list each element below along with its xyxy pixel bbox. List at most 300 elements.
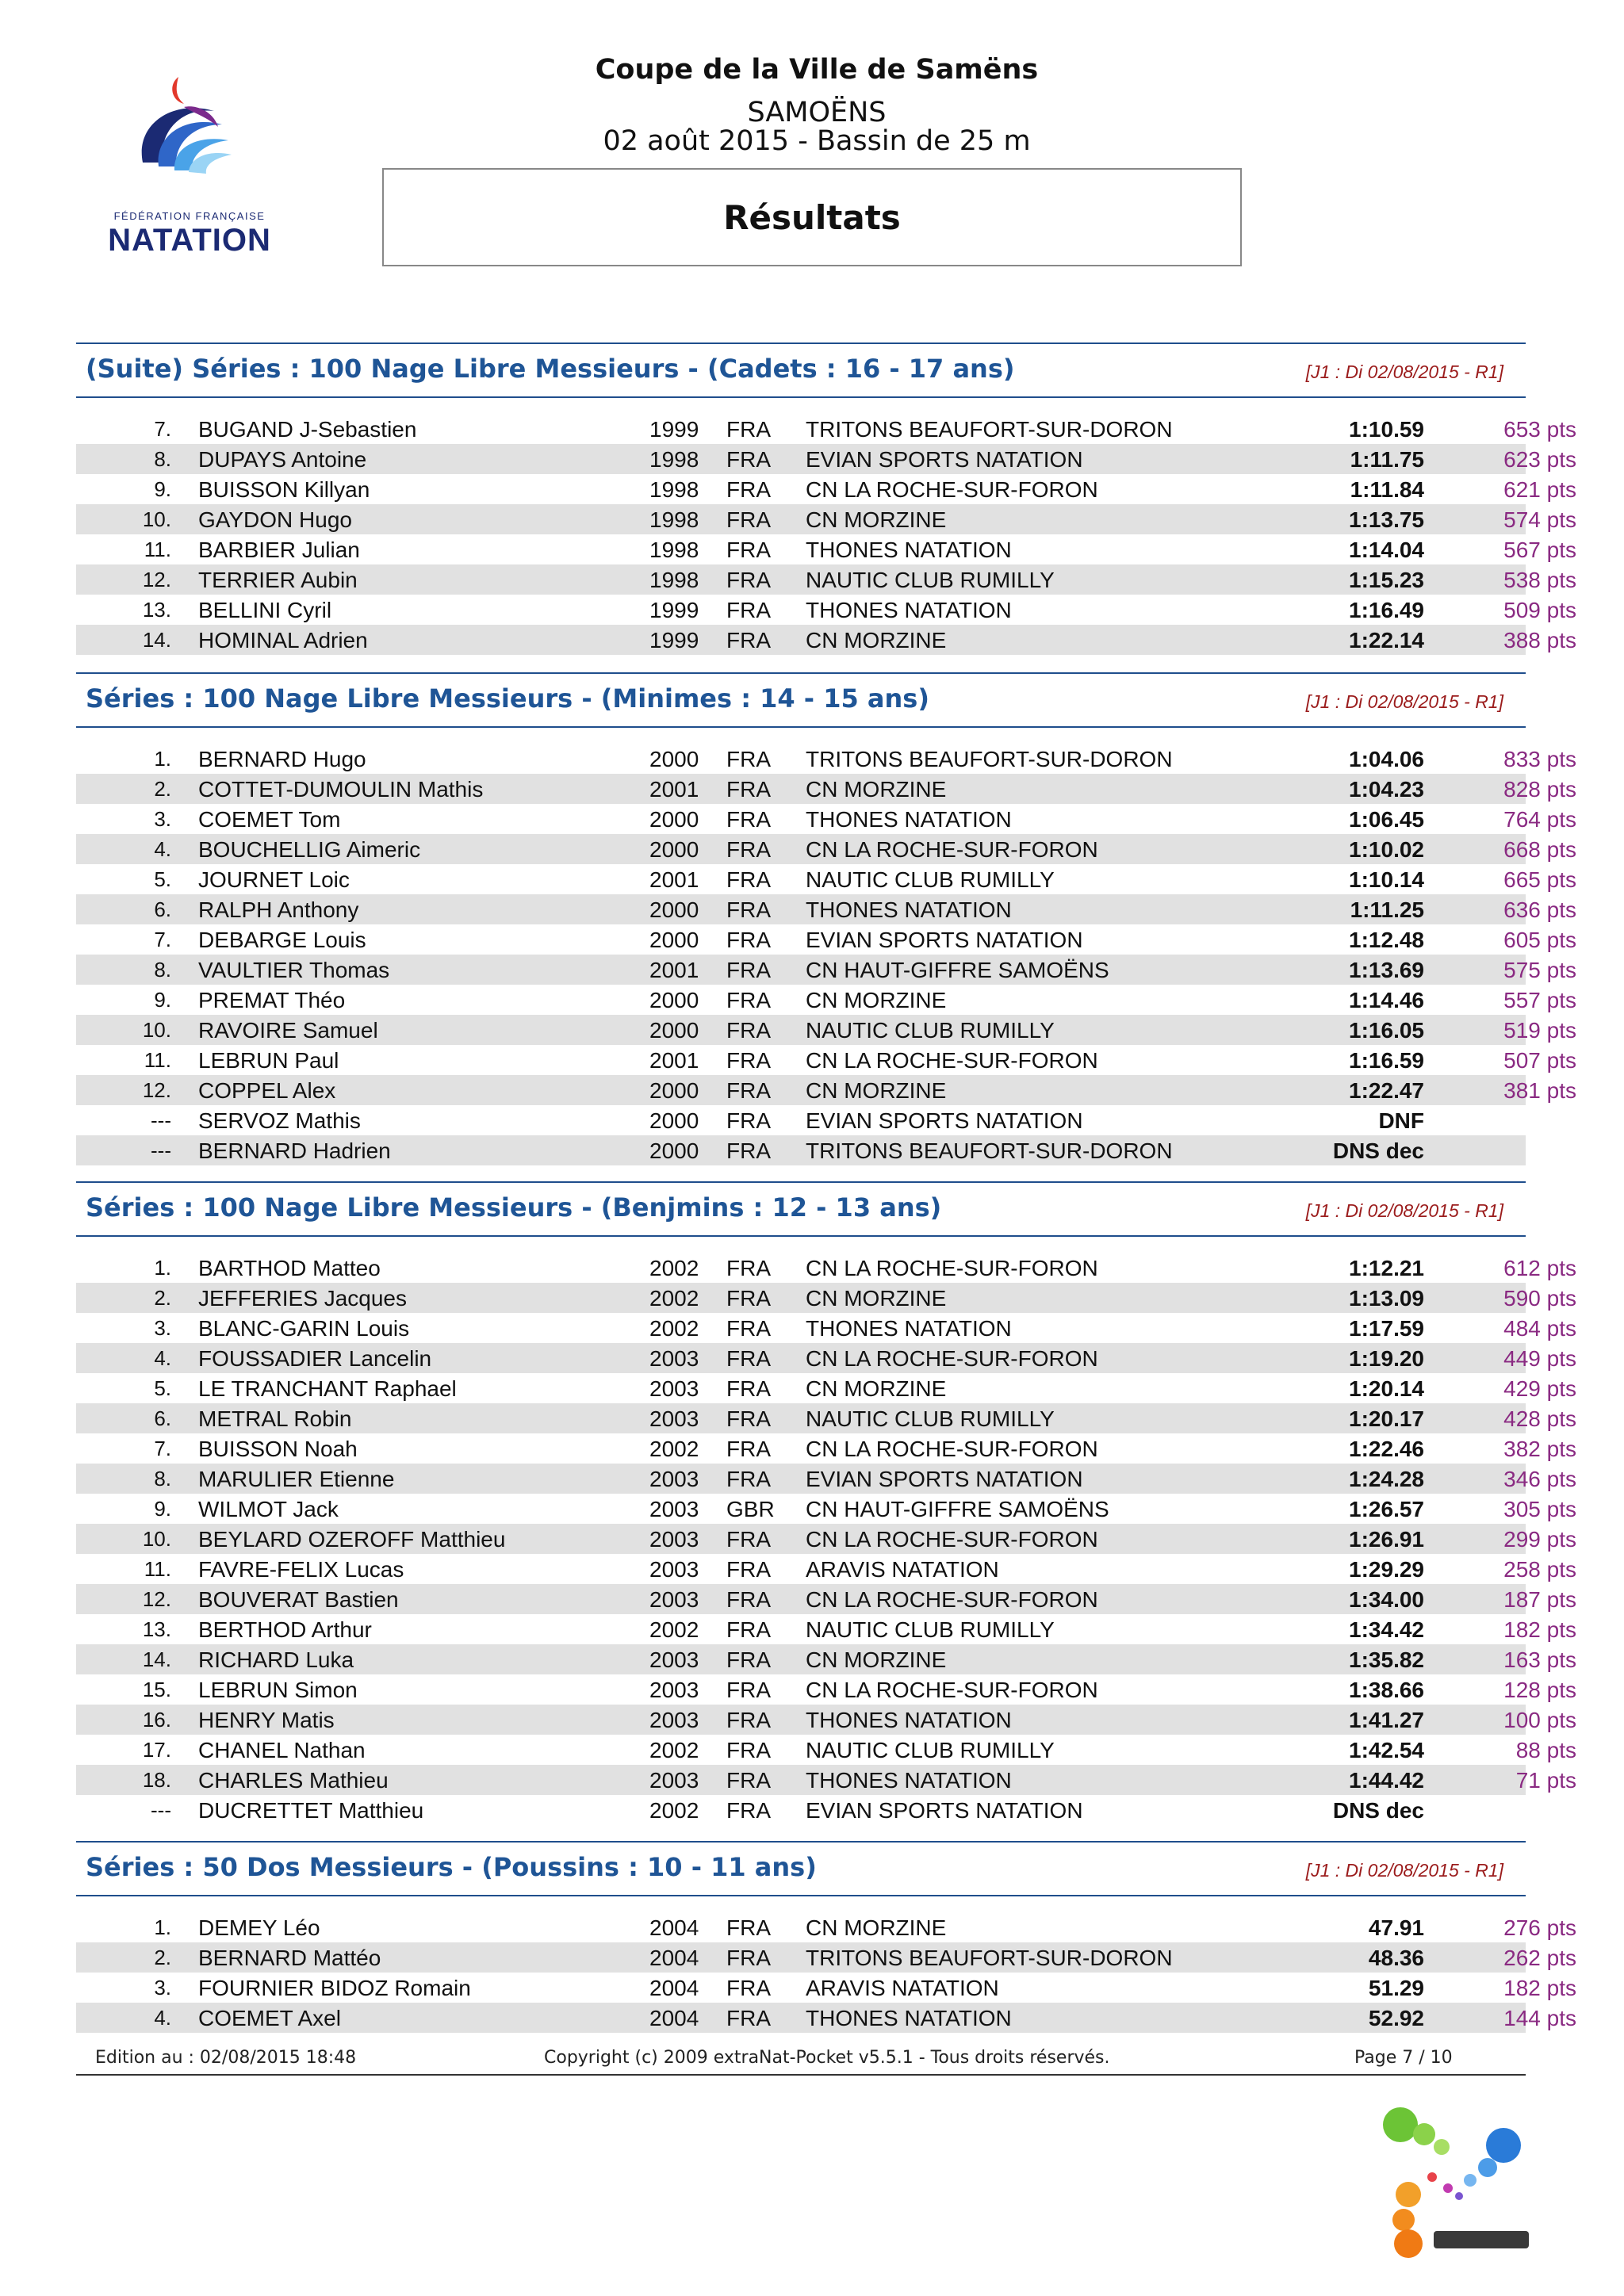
result-row	[76, 1494, 1576, 1524]
nationality: FRA	[726, 1078, 771, 1103]
swimmer-name: LEBRUN Simon	[198, 1678, 358, 1702]
club: THONES NATATION	[806, 538, 1012, 562]
points: 519 pts	[1503, 1018, 1576, 1043]
meet-title: Coupe de la Ville de Samëns	[595, 54, 1039, 86]
event-header	[76, 1181, 1526, 1237]
rank: 3.	[154, 1976, 171, 1999]
birth-year: 2001	[649, 867, 699, 892]
rank: 16.	[142, 1708, 171, 1732]
rank: 10.	[142, 1527, 171, 1551]
club: EVIAN SPORTS NATATION	[806, 447, 1083, 472]
points: 557 pts	[1503, 988, 1576, 1012]
swimmer-name: BOUCHELLIG Aimeric	[198, 837, 421, 862]
swim-time: 1:04.23	[1349, 777, 1424, 802]
rank: 11.	[144, 538, 171, 561]
rank: 13.	[142, 598, 171, 622]
points: 668 pts	[1503, 837, 1576, 862]
club: CN MORZINE	[806, 1376, 947, 1401]
birth-year: 2002	[649, 1738, 699, 1762]
club: TRITONS BEAUFORT-SUR-DORON	[806, 1138, 1173, 1163]
event-section	[76, 1841, 1576, 2033]
swim-time: 1:22.14	[1349, 628, 1424, 652]
rank: 3.	[154, 807, 171, 831]
swimmer-name: DUPAYS Antoine	[198, 447, 367, 472]
club: EVIAN SPORTS NATATION	[806, 928, 1083, 952]
points: 653 pts	[1503, 417, 1576, 442]
rank: 10.	[142, 507, 171, 531]
points: 187 pts	[1503, 1587, 1576, 1612]
club: CN MORZINE	[806, 628, 947, 652]
birth-year: 2003	[649, 1768, 699, 1793]
points: 833 pts	[1503, 747, 1576, 771]
event-header	[76, 1841, 1526, 1896]
nationality: FRA	[726, 1678, 771, 1702]
swimmer-name: GAYDON Hugo	[198, 507, 352, 532]
club: CN LA ROCHE-SUR-FORON	[806, 1346, 1098, 1371]
club: CN MORZINE	[806, 1647, 947, 1672]
points: 182 pts	[1503, 1976, 1576, 2000]
birth-year: 2004	[649, 1946, 699, 1970]
swimmer-name: LE TRANCHANT Raphael	[198, 1376, 457, 1401]
rank: 2.	[154, 777, 171, 801]
nationality: FRA	[726, 897, 771, 922]
rank: 3.	[154, 1316, 171, 1340]
nationality: FRA	[726, 777, 771, 802]
points: 484 pts	[1503, 1316, 1576, 1341]
footer-edition: Edition au : 02/08/2015 18:48	[95, 2048, 357, 2068]
points: 182 pts	[1503, 1617, 1576, 1642]
result-row	[76, 1614, 1576, 1644]
result-row	[76, 985, 1576, 1015]
birth-year: 2004	[649, 1915, 699, 1940]
birth-year: 2003	[649, 1587, 699, 1612]
birth-year: 2002	[649, 1316, 699, 1341]
rank: 9.	[154, 988, 171, 1012]
swimmer-name: RAVOIRE Samuel	[198, 1018, 378, 1043]
points: 612 pts	[1503, 1256, 1576, 1280]
result-row	[76, 774, 1576, 804]
swimmer-name: BERNARD Hadrien	[198, 1138, 391, 1163]
nationality: FRA	[726, 837, 771, 862]
swim-time: 1:34.42	[1349, 1617, 1424, 1642]
birth-year: 2002	[649, 1798, 699, 1823]
swimmer-name: FOUSSADIER Lancelin	[198, 1346, 432, 1371]
swim-time: 1:13.09	[1349, 1286, 1424, 1311]
nationality: FRA	[726, 1915, 771, 1940]
club: TRITONS BEAUFORT-SUR-DORON	[806, 747, 1173, 771]
club: THONES NATATION	[806, 598, 1012, 622]
footer-rule	[76, 2074, 1526, 2076]
result-row	[76, 804, 1576, 834]
swimmer-name: BELLINI Cyril	[198, 598, 332, 622]
results-list	[76, 1253, 1576, 1825]
nationality: FRA	[726, 1768, 771, 1793]
club: CN LA ROCHE-SUR-FORON	[806, 1437, 1098, 1461]
event-section	[76, 342, 1576, 655]
result-row	[76, 414, 1576, 444]
nationality: FRA	[726, 1346, 771, 1371]
nationality: FRA	[726, 2006, 771, 2030]
rank: 7.	[154, 417, 171, 441]
birth-year: 2003	[649, 1376, 699, 1401]
swim-time: 1:13.69	[1349, 958, 1424, 982]
event-round: [J1 : Di 02/08/2015 - R1]	[1305, 362, 1503, 382]
swimmer-name: CHANEL Nathan	[198, 1738, 366, 1762]
swim-time: 1:26.57	[1349, 1497, 1424, 1521]
result-row	[76, 1075, 1576, 1105]
points: 276 pts	[1503, 1915, 1576, 1940]
rank: 8.	[154, 1467, 171, 1490]
nationality: FRA	[726, 1048, 771, 1073]
club: NAUTIC CLUB RUMILLY	[806, 1738, 1055, 1762]
rank: 5.	[154, 867, 171, 891]
points: 100 pts	[1503, 1708, 1576, 1732]
points: 258 pts	[1503, 1557, 1576, 1582]
result-row	[76, 1015, 1576, 1045]
nationality: FRA	[726, 1617, 771, 1642]
birth-year: 2003	[649, 1708, 699, 1732]
nationality: FRA	[726, 1708, 771, 1732]
birth-year: 2000	[649, 1108, 699, 1133]
club: TRITONS BEAUFORT-SUR-DORON	[806, 417, 1173, 442]
birth-year: 1999	[649, 628, 699, 652]
swim-time: 1:11.75	[1350, 447, 1424, 472]
points: 381 pts	[1503, 1078, 1576, 1103]
swim-time: 1:29.29	[1349, 1557, 1424, 1582]
birth-year: 2000	[649, 1078, 699, 1103]
swim-time: 1:42.54	[1349, 1738, 1424, 1762]
club: CN MORZINE	[806, 507, 947, 532]
points: 128 pts	[1503, 1678, 1576, 1702]
result-row	[76, 1584, 1576, 1614]
result-row	[76, 595, 1576, 625]
rank: 2.	[154, 1286, 171, 1310]
rank: 1.	[154, 1256, 171, 1280]
nationality: FRA	[726, 1738, 771, 1762]
nationality: FRA	[726, 628, 771, 652]
result-row	[76, 625, 1576, 655]
swimmer-name: BEYLARD OZEROFF Matthieu	[198, 1527, 506, 1552]
birth-year: 2000	[649, 1018, 699, 1043]
swimmer-name: DEBARGE Louis	[198, 928, 366, 952]
club: ARAVIS NATATION	[806, 1976, 999, 2000]
club: THONES NATATION	[806, 1768, 1012, 1793]
result-row	[76, 504, 1576, 534]
birth-year: 1999	[649, 417, 699, 442]
club: CN HAUT-GIFFRE SAMOËNS	[806, 1497, 1109, 1521]
swimmer-name: PREMAT Théo	[198, 988, 346, 1012]
birth-year: 2002	[649, 1617, 699, 1642]
points: 764 pts	[1503, 807, 1576, 832]
birth-year: 1998	[649, 447, 699, 472]
swim-time: DNS dec	[1332, 1798, 1424, 1823]
result-row	[76, 1313, 1576, 1343]
points: 382 pts	[1503, 1437, 1576, 1461]
event-title: Séries : 100 Nage Libre Messieurs - (Minimes : 14 - 15 ans)	[86, 683, 929, 714]
rank: 6.	[154, 1406, 171, 1430]
rank: 1.	[154, 747, 171, 771]
club: CN MORZINE	[806, 1078, 947, 1103]
birth-year: 2000	[649, 837, 699, 862]
swimmer-name: FAVRE-FELIX Lucas	[198, 1557, 404, 1582]
club: CN LA ROCHE-SUR-FORON	[806, 1256, 1098, 1280]
points: 88 pts	[1515, 1738, 1576, 1762]
nationality: FRA	[726, 1976, 771, 2000]
event-round: [J1 : Di 02/08/2015 - R1]	[1305, 1200, 1503, 1221]
birth-year: 2003	[649, 1527, 699, 1552]
swim-time: DNF	[1378, 1108, 1424, 1133]
birth-year: 1998	[649, 538, 699, 562]
birth-year: 2000	[649, 747, 699, 771]
rank: 7.	[154, 928, 171, 951]
club: NAUTIC CLUB RUMILLY	[806, 1018, 1055, 1043]
nationality: FRA	[726, 958, 771, 982]
points: 574 pts	[1503, 507, 1576, 532]
points: 144 pts	[1503, 2006, 1576, 2030]
swim-time: 1:10.14	[1349, 867, 1424, 892]
nationality: FRA	[726, 1138, 771, 1163]
rank: 9.	[154, 1497, 171, 1521]
birth-year: 2001	[649, 958, 699, 982]
nationality: FRA	[726, 1946, 771, 1970]
results-heading-box	[382, 168, 1242, 266]
rank: 12.	[142, 568, 171, 591]
nationality: FRA	[726, 928, 771, 952]
points: 299 pts	[1503, 1527, 1576, 1552]
swim-time: 1:20.17	[1349, 1406, 1424, 1431]
result-row	[76, 744, 1576, 774]
club: CN MORZINE	[806, 988, 947, 1012]
points: 429 pts	[1503, 1376, 1576, 1401]
footer-page: Page 7 / 10	[1354, 2048, 1453, 2068]
results-list	[76, 1912, 1576, 2033]
extranat-logo	[1377, 2101, 1535, 2260]
club: EVIAN SPORTS NATATION	[806, 1467, 1083, 1491]
result-row	[76, 1705, 1576, 1735]
birth-year: 2000	[649, 1138, 699, 1163]
swimmer-name: BERTHOD Arthur	[198, 1617, 372, 1642]
rank: 14.	[142, 628, 171, 652]
rank: ---	[151, 1798, 171, 1822]
result-row	[76, 1644, 1576, 1674]
rank: ---	[151, 1138, 171, 1162]
swimmer-name: BUGAND J-Sebastien	[198, 417, 417, 442]
org-line-2: NATATION	[108, 223, 271, 258]
swim-time: 1:11.25	[1350, 897, 1424, 922]
points: 163 pts	[1503, 1647, 1576, 1672]
rank: 13.	[142, 1617, 171, 1641]
club: THONES NATATION	[806, 2006, 1012, 2030]
club: CN HAUT-GIFFRE SAMOËNS	[806, 958, 1109, 982]
nationality: GBR	[726, 1497, 775, 1521]
extranat-bubbles-logo-icon	[1377, 2101, 1535, 2260]
rank: 11.	[144, 1048, 171, 1072]
swim-time: 1:10.59	[1349, 417, 1424, 442]
club: CN MORZINE	[806, 1286, 947, 1311]
swim-time: 1:14.04	[1349, 538, 1424, 562]
club: CN LA ROCHE-SUR-FORON	[806, 837, 1098, 862]
swim-time: 1:41.27	[1349, 1708, 1424, 1732]
swimmer-name: LEBRUN Paul	[198, 1048, 339, 1073]
rank: 15.	[142, 1678, 171, 1701]
points: 346 pts	[1503, 1467, 1576, 1491]
birth-year: 2003	[649, 1678, 699, 1702]
swim-time: 1:44.42	[1349, 1768, 1424, 1793]
club: CN LA ROCHE-SUR-FORON	[806, 1587, 1098, 1612]
rank: 10.	[142, 1018, 171, 1042]
club: EVIAN SPORTS NATATION	[806, 1798, 1083, 1823]
swimmer-name: DEMEY Léo	[198, 1915, 320, 1940]
points: 621 pts	[1503, 477, 1576, 502]
result-row	[76, 1433, 1576, 1464]
swimmer-name: HENRY Matis	[198, 1708, 335, 1732]
nationality: FRA	[726, 1467, 771, 1491]
nationality: FRA	[726, 1527, 771, 1552]
club: TRITONS BEAUFORT-SUR-DORON	[806, 1946, 1173, 1970]
birth-year: 2002	[649, 1286, 699, 1311]
swimmer-name: COEMET Tom	[198, 807, 341, 832]
swimmer-name: JEFFERIES Jacques	[198, 1286, 407, 1311]
nationality: FRA	[726, 538, 771, 562]
club: CN MORZINE	[806, 1915, 947, 1940]
swimmer-name: TERRIER Aubin	[198, 568, 358, 592]
result-row	[76, 1973, 1576, 2003]
swimmer-name: COEMET Axel	[198, 2006, 341, 2030]
swim-time: 52.92	[1368, 2006, 1424, 2030]
swimmer-name: SERVOZ Mathis	[198, 1108, 361, 1133]
points: 605 pts	[1503, 928, 1576, 952]
nationality: FRA	[726, 1256, 771, 1280]
nationality: FRA	[726, 1316, 771, 1341]
nationality: FRA	[726, 447, 771, 472]
event-round: [J1 : Di 02/08/2015 - R1]	[1305, 1860, 1503, 1881]
club: NAUTIC CLUB RUMILLY	[806, 1617, 1055, 1642]
result-row	[76, 1735, 1576, 1765]
swim-time: 1:20.14	[1349, 1376, 1424, 1401]
swimmer-name: BERNARD Hugo	[198, 747, 366, 771]
club: CN MORZINE	[806, 777, 947, 802]
rank: 1.	[154, 1915, 171, 1939]
nationality: FRA	[726, 1587, 771, 1612]
swim-time: 1:11.84	[1350, 477, 1424, 502]
result-row	[76, 834, 1576, 864]
birth-year: 2000	[649, 807, 699, 832]
swimmer-name: WILMOT Jack	[198, 1497, 339, 1521]
points: 449 pts	[1503, 1346, 1576, 1371]
club: CN LA ROCHE-SUR-FORON	[806, 1527, 1098, 1552]
org-line-1: FÉDÉRATION FRANÇAISE	[113, 210, 266, 222]
club: THONES NATATION	[806, 897, 1012, 922]
club: THONES NATATION	[806, 1708, 1012, 1732]
birth-year: 2003	[649, 1557, 699, 1582]
result-row	[76, 1912, 1576, 1942]
swim-time: 1:10.02	[1349, 837, 1424, 862]
nationality: FRA	[726, 507, 771, 532]
results-list	[76, 414, 1576, 655]
points: 623 pts	[1503, 447, 1576, 472]
points: 665 pts	[1503, 867, 1576, 892]
nationality: FRA	[726, 807, 771, 832]
swimmer-name: MARULIER Etienne	[198, 1467, 395, 1491]
rank: 7.	[154, 1437, 171, 1460]
rank: 9.	[154, 477, 171, 501]
nationality: FRA	[726, 1557, 771, 1582]
rank: 14.	[142, 1647, 171, 1671]
result-row	[76, 1942, 1576, 1973]
result-row	[76, 1674, 1576, 1705]
nationality: FRA	[726, 477, 771, 502]
birth-year: 1999	[649, 598, 699, 622]
swim-time: 1:19.20	[1349, 1346, 1424, 1371]
points: 828 pts	[1503, 777, 1576, 802]
points: 305 pts	[1503, 1497, 1576, 1521]
nationality: FRA	[726, 417, 771, 442]
event-section	[76, 672, 1576, 1165]
club: NAUTIC CLUB RUMILLY	[806, 867, 1055, 892]
results-list	[76, 744, 1576, 1165]
event-title: (Suite) Séries : 100 Nage Libre Messieurs - (Cadets : 16 - 17 ans)	[86, 354, 1015, 384]
swim-time: 1:16.05	[1349, 1018, 1424, 1043]
result-row	[76, 564, 1576, 595]
birth-year: 2001	[649, 777, 699, 802]
swim-time: 1:16.59	[1349, 1048, 1424, 1073]
result-row	[76, 1765, 1576, 1795]
birth-year: 1998	[649, 507, 699, 532]
swimmer-name: RALPH Anthony	[198, 897, 359, 922]
birth-year: 2002	[649, 1437, 699, 1461]
swimmer-name: RICHARD Luka	[198, 1647, 354, 1672]
rank: 12.	[142, 1587, 171, 1611]
points: 388 pts	[1503, 628, 1576, 652]
club: THONES NATATION	[806, 1316, 1012, 1341]
birth-year: 2003	[649, 1406, 699, 1431]
swimmer-name: BARTHOD Matteo	[198, 1256, 381, 1280]
result-row	[76, 1343, 1576, 1373]
swim-time: 1:16.49	[1349, 598, 1424, 622]
swim-time: 48.36	[1368, 1946, 1424, 1970]
club: EVIAN SPORTS NATATION	[806, 1108, 1083, 1133]
result-row	[76, 1045, 1576, 1075]
swimmer-name: VAULTIER Thomas	[198, 958, 390, 982]
nationality: FRA	[726, 568, 771, 592]
club: CN LA ROCHE-SUR-FORON	[806, 477, 1098, 502]
swimmer-name: BUISSON Noah	[198, 1437, 358, 1461]
nationality: FRA	[726, 867, 771, 892]
birth-year: 2002	[649, 1256, 699, 1280]
swimmer-name: COPPEL Alex	[198, 1078, 336, 1103]
rank: 11.	[144, 1557, 171, 1581]
meet-city: SAMOËNS	[747, 97, 887, 128]
swimmer-name: BARBIER Julian	[198, 538, 360, 562]
swimmer-name: JOURNET Loic	[198, 867, 350, 892]
swim-time: DNS dec	[1332, 1138, 1424, 1163]
swimmer-name: BERNARD Mattéo	[198, 1946, 381, 1970]
birth-year: 2000	[649, 988, 699, 1012]
birth-year: 2004	[649, 1976, 699, 2000]
swim-time: 1:04.06	[1349, 747, 1424, 771]
swimmer-name: BUISSON Killyan	[198, 477, 370, 502]
nationality: FRA	[726, 598, 771, 622]
rank: 4.	[154, 2006, 171, 2030]
swimmer-name: BOUVERAT Bastien	[198, 1587, 399, 1612]
swim-time: 1:22.46	[1349, 1437, 1424, 1461]
birth-year: 2000	[649, 897, 699, 922]
swim-time: 1:06.45	[1349, 807, 1424, 832]
birth-year: 2003	[649, 1647, 699, 1672]
nationality: FRA	[726, 1406, 771, 1431]
nationality: FRA	[726, 1437, 771, 1461]
rank: 5.	[154, 1376, 171, 1400]
